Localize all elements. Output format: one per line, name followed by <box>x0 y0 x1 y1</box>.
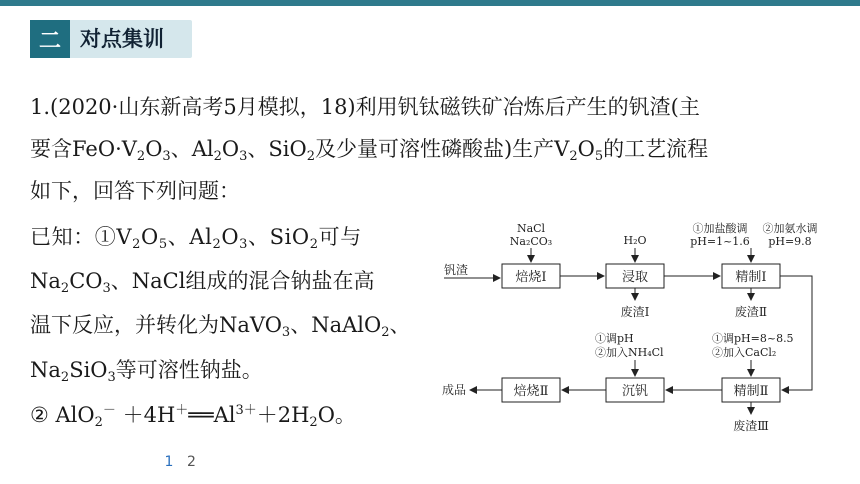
reagent-water: H₂O <box>623 234 647 247</box>
known-line-1: 已知：$①V_2O_5$、$Al_2O_3$、SiO$_2$可与 <box>30 225 362 252</box>
output-label: 成品 <box>442 383 467 397</box>
reagent-ph: ①调pH <box>595 332 634 345</box>
step-refine-1: 精制Ⅰ <box>735 270 767 285</box>
known-line-2: $Na_2CO_3$、NaCl组成的混合钠盐在高 <box>30 269 375 296</box>
page-link-2[interactable]: 2 <box>186 454 196 470</box>
reagent-cacl2: ②加入CaCl₂ <box>712 346 777 359</box>
process-flowchart <box>440 218 835 440</box>
known-line-4: $Na_2SiO_3$等可溶性钠盐。 <box>30 358 263 385</box>
reagent-nacl: NaCl <box>516 222 546 235</box>
pagination <box>160 454 200 470</box>
page-link-1[interactable]: 1 <box>164 454 174 470</box>
reagent-hcl: ①加盐酸调 <box>692 222 748 235</box>
reagent-adjust-ph: ①调pH=8~8.5 <box>712 332 794 345</box>
waste-1: 废渣Ⅰ <box>620 305 650 319</box>
section-badge <box>30 20 192 58</box>
waste-3: 废渣Ⅲ <box>733 419 769 433</box>
question-line-1: 1.(2020·山东新高考5月模拟，18)利用钒钛磁铁矿冶炼后产生的钒渣(主 <box>30 95 700 119</box>
reagent-hcl-ph: pH=1~1.6 <box>690 235 750 248</box>
reagent-ammonia: ②加氨水调 <box>762 222 818 235</box>
section-number: 二 <box>30 20 70 58</box>
step-leach: 浸取 <box>621 270 649 285</box>
step-roast-1: 焙烧Ⅰ <box>515 270 547 285</box>
known-equation: ② $AlO_2^- +4H^+══Al^{3+}+2H_2O$。 <box>30 403 356 430</box>
top-accent-bar <box>0 0 860 6</box>
step-precipitate: 沉钒 <box>621 384 649 399</box>
question-line-3: 如下，回答下列问题： <box>30 179 240 203</box>
section-title: 对点集训 <box>80 27 164 51</box>
input-label: 钒渣 <box>444 263 469 277</box>
step-refine-2: 精制Ⅱ <box>733 384 769 399</box>
known-line-3: 温下反应，并转化为NaVO$_3$、NaAlO$_2$、 <box>30 313 411 340</box>
question-line-2: 要含$FeO\cdot V_2O_3$、$Al_2O_3$、SiO$_2$及少量可溶性磷酸盐)生产$V_2O_5$的工艺流程 <box>30 137 709 164</box>
step-roast-2: 焙烧Ⅱ <box>513 384 549 399</box>
reagent-nh4cl: ②加入NH₄Cl <box>595 346 664 359</box>
reagent-ammonia-ph: pH=9.8 <box>768 235 812 248</box>
waste-2: 废渣Ⅱ <box>734 305 768 319</box>
reagent-na2co3: Na₂CO₃ <box>509 235 553 248</box>
